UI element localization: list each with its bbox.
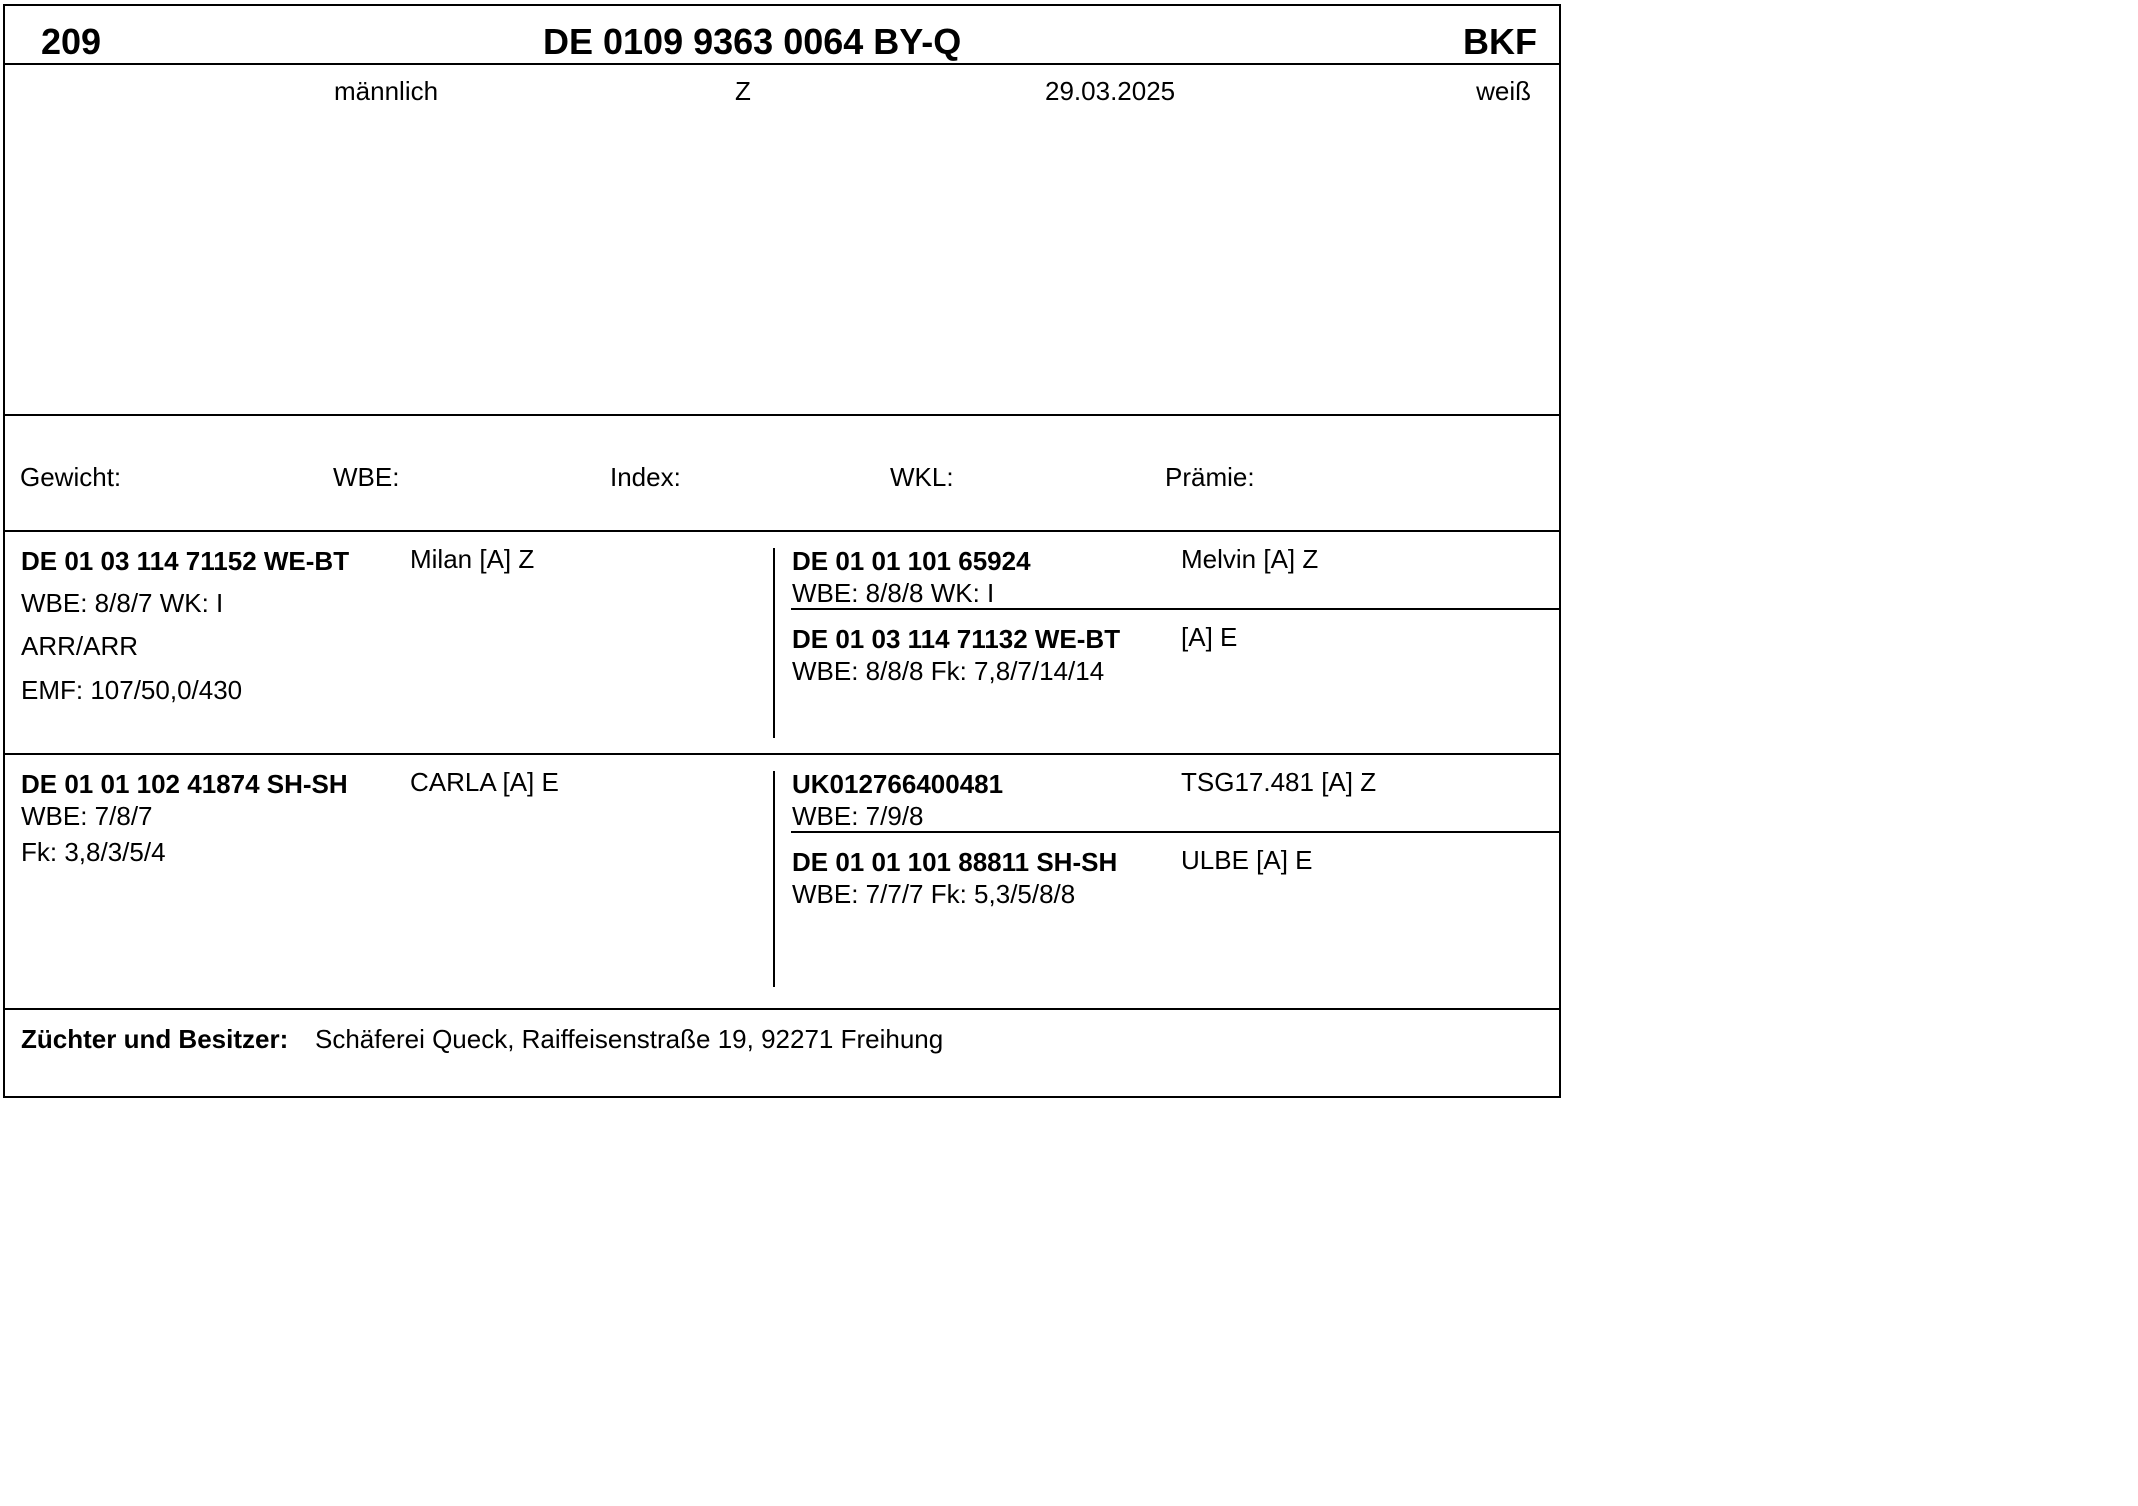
dam-dam-name: ULBE [A] E <box>1181 845 1313 875</box>
sire-dam-name: [A] E <box>1181 622 1238 652</box>
sire-dam-wbe: WBE: 8/8/8 Fk: 7,8/7/14/14 <box>792 656 1105 686</box>
weight-label: Gewicht: <box>20 462 122 492</box>
breeder-label: Züchter und Besitzer: <box>21 1024 289 1054</box>
dam-name: CARLA [A] E <box>410 767 559 797</box>
dam-dam-id: DE 01 01 101 88811 SH-SH <box>792 847 1118 877</box>
sire-sire-name: Melvin [A] Z <box>1181 544 1319 574</box>
breed-code: BKF <box>1463 21 1537 62</box>
wbe-label: WBE: <box>333 462 400 492</box>
ear-tag-number: DE 0109 9363 0064 BY-Q <box>543 21 962 62</box>
birth-type-value: Z <box>735 76 751 106</box>
praemie-label: Prämie: <box>1165 462 1255 492</box>
dam-id: DE 01 01 102 41874 SH-SH <box>21 769 348 799</box>
performance-divider <box>5 530 1559 532</box>
dam-column-divider <box>773 771 775 987</box>
pedigree-divider <box>5 1008 1559 1010</box>
dam-dam-wbe: WBE: 7/7/7 Fk: 5,3/5/8/8 <box>792 879 1076 909</box>
sire-dam-id: DE 01 03 114 71132 WE-BT <box>792 624 1121 654</box>
dam-sire-name: TSG17.481 [A] Z <box>1181 767 1377 797</box>
sire-sire-id: DE 01 01 101 65924 <box>792 546 1031 576</box>
dam-grandparents-divider <box>791 831 1559 833</box>
dam-sire-id: UK012766400481 <box>792 769 1004 799</box>
sire-genotype: ARR/ARR <box>21 631 139 661</box>
details-divider <box>5 414 1559 416</box>
sire-name: Milan [A] Z <box>410 544 535 574</box>
breeder-value: Schäferei Queck, Raiffeisenstraße 19, 92271 Freihung <box>315 1024 944 1054</box>
sire-sire-wbe: WBE: 8/8/8 WK: I <box>792 578 995 608</box>
color-value: weiß <box>1476 76 1531 106</box>
sire-dam-divider <box>5 753 1559 755</box>
index-label: Index: <box>610 462 681 492</box>
catalog-number: 209 <box>41 21 102 62</box>
sire-id: DE 01 03 114 71152 WE-BT <box>21 546 350 576</box>
header-divider <box>5 63 1559 65</box>
animal-card <box>3 4 1561 1098</box>
dam-sire-wbe: WBE: 7/9/8 <box>792 801 924 831</box>
dam-fk: Fk: 3,8/3/5/4 <box>21 837 166 867</box>
dam-wbe: WBE: 7/8/7 <box>21 801 153 831</box>
sire-wbe: WBE: 8/8/7 WK: I <box>21 588 224 618</box>
sire-column-divider <box>773 548 775 738</box>
sex-value: männlich <box>334 76 439 106</box>
birth-date-value: 29.03.2025 <box>1045 76 1176 106</box>
wkl-label: WKL: <box>890 462 954 492</box>
sire-grandparents-divider <box>791 608 1559 610</box>
sire-emf: EMF: 107/50,0/430 <box>21 675 243 705</box>
